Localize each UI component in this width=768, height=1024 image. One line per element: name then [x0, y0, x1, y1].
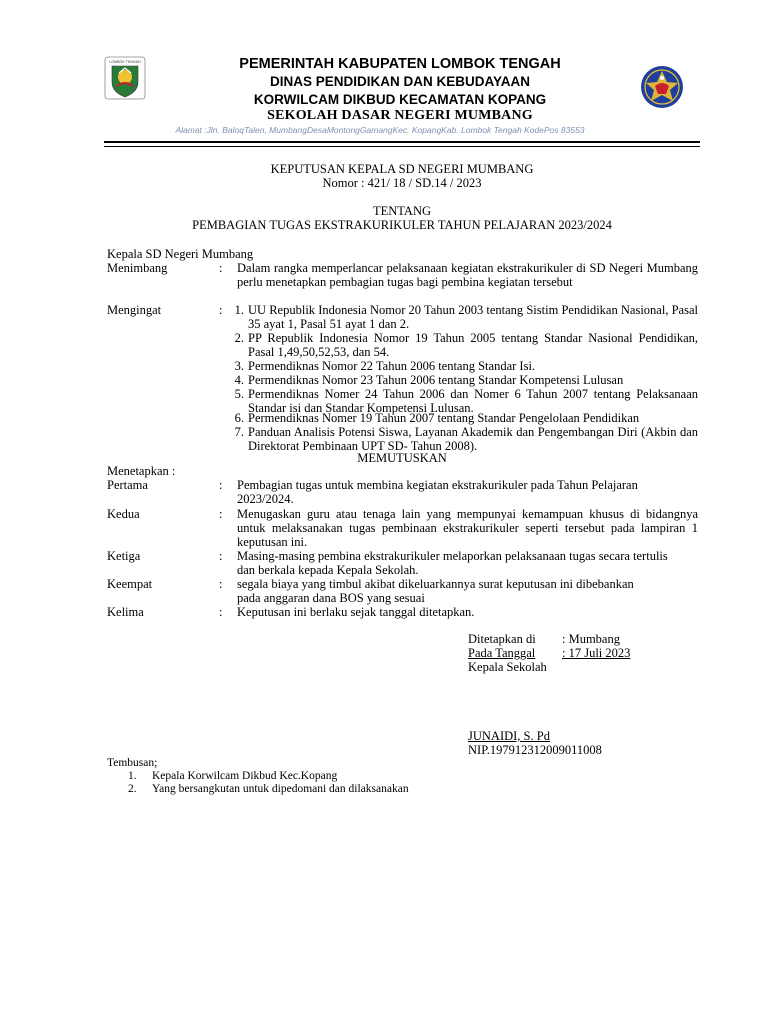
- tut-wuri-handayani-icon: [640, 64, 684, 110]
- signatory-nip: NIP.197912312009011008: [468, 743, 602, 757]
- kelima-label: Kelima: [107, 605, 144, 619]
- kedua-text: Menugaskan guru atau tenaga lain yang mempunyai kemampuan khusus di bidangnya untuk melaksanakan tugas pembinaan ekstrakurikuler seperti tersebut pada lampiran 1 keputusan ini.: [237, 507, 698, 549]
- keempat-label: Keempat: [107, 577, 153, 591]
- mengingat-num: 5.: [234, 387, 244, 401]
- menimbang-colon: :: [219, 261, 223, 275]
- decree-subject: PEMBAGIAN TUGAS EKSTRAKURIKULER TAHUN PELAJARAN 2023/2024: [192, 218, 612, 232]
- mengingat-label: Mengingat: [107, 303, 162, 317]
- tembusan-num: 2.: [128, 783, 137, 795]
- ditetapkan-value: : Mumbang: [562, 632, 620, 646]
- letterhead-department: DINAS PENDIDIKAN DAN KEBUDAYAAN: [269, 74, 531, 89]
- tembusan-label: Tembusan;: [107, 757, 158, 769]
- letterhead-government: PEMERINTAH KABUPATEN LOMBOK TENGAH: [239, 56, 561, 72]
- decree-number: Nomor : 421/ 18 / SD.14 / 2023: [322, 176, 482, 190]
- keempat-text: segala biaya yang timbul akibat dikeluarkannya surat keputusan ini dibebankan pada anggaran dana BOS yang sesuai: [237, 577, 634, 605]
- menimbang-text: Dalam rangka memperlancar pelaksanaan kegiatan ekstrakurikuler di SD Negeri Mumbang perlu menetapkan pembagian tugas bagi pembina kegiatan tersebut: [237, 261, 698, 289]
- signatory-name: JUNAIDI, S. Pd: [468, 729, 550, 743]
- decree-tentang: TENTANG: [372, 204, 431, 218]
- decree-intro: Kepala SD Negeri Mumbang: [107, 247, 254, 261]
- pertama-text: Pembagian tugas untuk membina kegiatan ekstrakurikuler pada Tahun Pelajaran 2023/2024.: [237, 478, 638, 506]
- mengingat-item: Permendiknas Nomer 24 Tahun 2006 dan Nomer 6 Tahun 2007 tentang Pelaksanaan Standar isi dan Standar Kompetensi Lulusan.: [248, 387, 698, 415]
- letterhead-rule-thick: [104, 141, 700, 143]
- letterhead-address: Alamat :Jln. BaloqTalen, MumbangDesaMontongGamangKec. KopangKab. Lombok Tengah KodePos 83553: [175, 125, 585, 135]
- mengingat-num: 6.: [234, 411, 244, 425]
- tanggal-label: Pada Tanggal: [468, 646, 536, 660]
- mengingat-item: Permendiknas Nomor 22 Tahun 2006 tentang Standar Isi.: [248, 359, 536, 373]
- mengingat-num: 1.: [234, 303, 244, 317]
- ketiga-text: Masing-masing pembina ekstrakurikuler melaporkan pelaksanaan tugas secara tertulis dan berkala kepada Kepala Sekolah.: [237, 549, 668, 577]
- ketiga-label: Ketiga: [107, 549, 141, 563]
- mengingat-item: UU Republik Indonesia Nomor 20 Tahun 2003 tentang Sistim Pendidikan Nasional, Pasal 35 ayat 1, Pasal 51 ayat 1 dan 2.: [248, 303, 698, 331]
- letterhead-rule-thin: [104, 146, 700, 147]
- mengingat-item: Permendiknas Nomor 23 Tahun 2006 tentang Standar Kompetensi Lulusan: [248, 373, 624, 387]
- mengingat-num: 7.: [234, 425, 244, 439]
- memutuskan-heading: MEMUTUSKAN: [357, 451, 447, 465]
- decree-title: KEPUTUSAN KEPALA SD NEGERI MUMBANG: [270, 162, 534, 176]
- mengingat-num: 2.: [234, 331, 244, 345]
- menetapkan-label: Menetapkan :: [107, 464, 176, 478]
- kelima-text: Keputusan ini berlaku sejak tanggal ditetapkan.: [237, 605, 475, 619]
- tembusan-num: 1.: [128, 770, 137, 782]
- mengingat-num: 3.: [234, 359, 244, 373]
- mengingat-item: PP Republik Indonesia Nomor 19 Tahun 2005 tentang Standar Nasional Pendidikan, Pasal 1,49,50,52,53, dan 54.: [248, 331, 698, 359]
- kedua-colon: :: [219, 507, 223, 521]
- letterhead-school: SEKOLAH DASAR NEGERI MUMBANG: [267, 108, 533, 123]
- signatory-role: Kepala Sekolah: [468, 660, 547, 674]
- keempat-colon: :: [219, 577, 223, 591]
- mengingat-colon: :: [219, 303, 223, 317]
- mengingat-num: 4.: [234, 373, 244, 387]
- pertama-colon: :: [219, 478, 223, 492]
- pertama-label: Pertama: [107, 478, 148, 492]
- mengingat-item: Permendiknas Nomer 19 Tahun 2007 tentang Standar Pengelolaan Pendidikan: [248, 411, 640, 425]
- kedua-label: Kedua: [107, 507, 140, 521]
- tanggal-value: : 17 Juli 2023: [562, 646, 631, 660]
- tembusan-item: Kepala Korwilcam Dikbud Kec.Kopang: [152, 770, 338, 782]
- tembusan-item: Yang bersangkutan untuk dipedomani dan dilaksanakan: [152, 783, 409, 795]
- lombok-tengah-emblem-icon: [104, 56, 146, 100]
- ditetapkan-label: Ditetapkan di: [468, 632, 536, 646]
- ketiga-colon: :: [219, 549, 223, 563]
- mengingat-item: Panduan Analisis Potensi Siswa, Layanan Akademik dan Pengembangan Diri (Akbin dan Direktorat Pembinaan UPT SD- Tahun 2008).: [248, 425, 698, 453]
- menimbang-label: Menimbang: [107, 261, 168, 275]
- kelima-colon: :: [219, 605, 223, 619]
- emblem-label: LOMBOK TENGAH: [109, 60, 141, 64]
- letterhead-korwilcam: KORWILCAM DIKBUD KECAMATAN KOPANG: [253, 92, 547, 107]
